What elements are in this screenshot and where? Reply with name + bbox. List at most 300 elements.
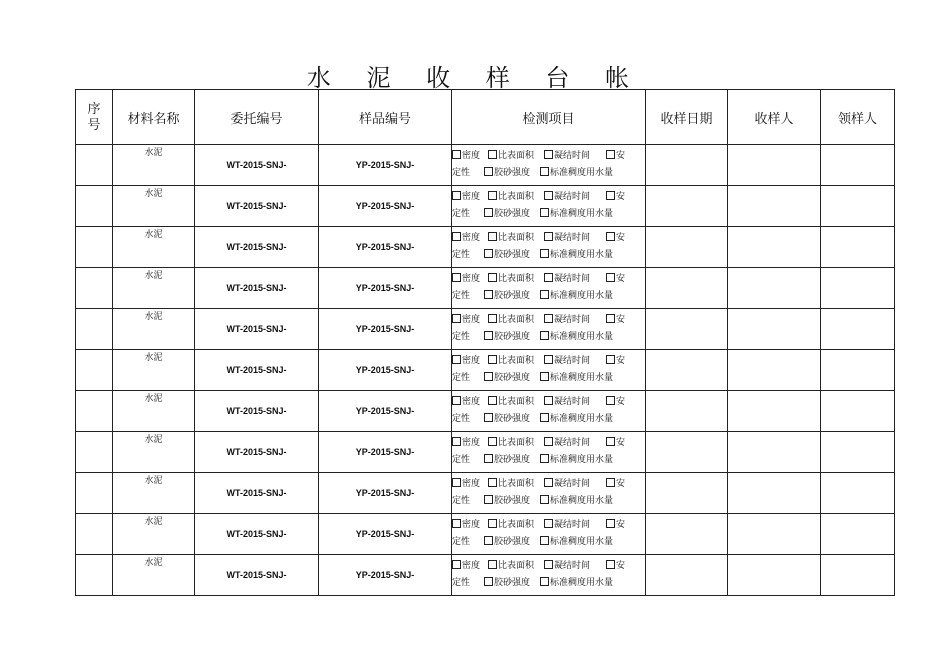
checkbox-specific-surface[interactable] <box>488 148 544 165</box>
receive-date-cell[interactable] <box>646 350 728 391</box>
checkbox-mortar-strength[interactable] <box>484 493 540 510</box>
test-items-cell <box>452 186 646 227</box>
collector-cell[interactable] <box>821 555 895 596</box>
checkbox-label: 标准稠度用水量 <box>550 209 614 219</box>
checkbox-label: 密度 <box>462 397 481 407</box>
collector-cell[interactable] <box>821 268 895 309</box>
checkbox-square-icon[interactable] <box>484 290 493 299</box>
test-items-line-2 <box>452 534 645 551</box>
checkbox-label: 标准稠度用水量 <box>550 496 614 506</box>
checkbox-square-icon[interactable] <box>488 273 497 282</box>
checkbox-square-icon[interactable] <box>540 372 549 381</box>
checkbox-mortar-strength[interactable] <box>484 534 540 551</box>
checkbox-specific-surface[interactable] <box>488 353 544 370</box>
checkbox-setting-time[interactable] <box>544 189 606 206</box>
checkbox-square-icon[interactable] <box>488 355 497 364</box>
material-cell: 水泥 <box>113 432 195 473</box>
checkbox-label: 密度 <box>462 315 481 325</box>
checkbox-soundness[interactable] <box>606 271 625 288</box>
checkbox-label: 胶砂强度 <box>494 250 531 260</box>
checkbox-specific-surface[interactable] <box>488 435 544 452</box>
checkbox-density[interactable] <box>452 148 488 165</box>
test-items-line-1 <box>452 148 645 165</box>
test-items-line-2 <box>452 452 645 469</box>
checkbox-square-icon[interactable] <box>488 150 497 159</box>
receive-date-cell[interactable] <box>646 514 728 555</box>
page-title: 水 泥 收 样 台 帐 <box>306 64 644 92</box>
checkbox-label: 安 <box>616 520 626 530</box>
checkbox-square-icon[interactable] <box>606 150 615 159</box>
checkbox-square-icon[interactable] <box>484 249 493 258</box>
checkbox-standard-consistency[interactable] <box>540 206 613 223</box>
checkbox-density[interactable] <box>452 189 488 206</box>
commission-no-cell[interactable]: WT-2015-SNJ- <box>195 514 319 555</box>
checkbox-square-icon[interactable] <box>540 577 549 586</box>
seq-cell[interactable] <box>76 227 113 268</box>
checkbox-label: 胶砂强度 <box>494 209 531 219</box>
checkbox-label: 胶砂强度 <box>494 332 531 342</box>
checkbox-square-icon[interactable] <box>488 519 497 528</box>
checkbox-square-icon[interactable] <box>544 191 553 200</box>
checkbox-label: 凝结时间 <box>554 356 591 366</box>
test-items-line-1 <box>452 353 645 370</box>
test-items-cell <box>452 514 646 555</box>
checkbox-mortar-strength[interactable] <box>484 206 540 223</box>
checkbox-square-icon[interactable] <box>484 413 493 422</box>
header-seq-line1: 序 <box>87 102 101 117</box>
sample-ledger-table <box>75 89 895 596</box>
soundness-label-continued: 定性 <box>452 209 471 219</box>
table-body <box>76 145 895 596</box>
checkbox-mortar-strength[interactable] <box>484 247 540 264</box>
checkbox-square-icon[interactable] <box>540 208 549 217</box>
checkbox-label: 胶砂强度 <box>494 414 531 424</box>
checkbox-label: 比表面积 <box>498 233 535 243</box>
checkbox-specific-surface[interactable] <box>488 517 544 534</box>
soundness-label-continued: 定性 <box>452 373 471 383</box>
test-items-line-2 <box>452 411 645 428</box>
receive-date-cell[interactable] <box>646 145 728 186</box>
table-row <box>76 555 895 596</box>
checkbox-label: 标准稠度用水量 <box>550 537 614 547</box>
test-items-line-1 <box>452 189 645 206</box>
receive-date-cell[interactable] <box>646 432 728 473</box>
checkbox-standard-consistency[interactable] <box>540 247 613 264</box>
checkbox-label: 密度 <box>462 561 481 571</box>
receive-date-cell[interactable] <box>646 391 728 432</box>
material-cell: 水泥 <box>113 514 195 555</box>
checkbox-square-icon[interactable] <box>452 478 461 487</box>
checkbox-square-icon[interactable] <box>540 536 549 545</box>
receive-date-cell[interactable] <box>646 555 728 596</box>
checkbox-square-icon[interactable] <box>540 413 549 422</box>
checkbox-mortar-strength[interactable] <box>484 329 540 346</box>
material-cell: 水泥 <box>113 309 195 350</box>
checkbox-label: 比表面积 <box>498 192 535 202</box>
checkbox-square-icon[interactable] <box>544 478 553 487</box>
checkbox-label: 比表面积 <box>498 315 535 325</box>
checkbox-square-icon[interactable] <box>606 478 615 487</box>
receive-date-cell[interactable] <box>646 186 728 227</box>
collector-cell[interactable] <box>821 432 895 473</box>
checkbox-square-icon[interactable] <box>452 232 461 241</box>
checkbox-label: 标准稠度用水量 <box>550 414 614 424</box>
checkbox-specific-surface[interactable] <box>488 312 544 329</box>
checkbox-density[interactable] <box>452 271 488 288</box>
checkbox-label: 标准稠度用水量 <box>550 291 614 301</box>
checkbox-specific-surface[interactable] <box>488 271 544 288</box>
table-row <box>76 227 895 268</box>
checkbox-density[interactable] <box>452 394 488 411</box>
soundness-label-continued: 定性 <box>452 168 471 178</box>
collector-cell[interactable] <box>821 227 895 268</box>
seq-cell[interactable] <box>76 514 113 555</box>
commission-no-cell[interactable]: WT-2015-SNJ- <box>195 186 319 227</box>
header-commission-no: 委托编号 <box>195 90 319 145</box>
checkbox-square-icon[interactable] <box>544 150 553 159</box>
checkbox-density[interactable] <box>452 435 488 452</box>
checkbox-standard-consistency[interactable] <box>540 329 613 346</box>
checkbox-mortar-strength[interactable] <box>484 370 540 387</box>
header-seq-line2: 号 <box>87 118 101 133</box>
checkbox-setting-time[interactable] <box>544 312 606 329</box>
receiver-cell[interactable] <box>728 145 821 186</box>
checkbox-square-icon[interactable] <box>540 495 549 504</box>
receive-date-cell[interactable] <box>646 473 728 514</box>
seq-cell[interactable] <box>76 309 113 350</box>
sample-no-cell[interactable]: YP-2015-SNJ- <box>319 268 452 309</box>
receiver-cell[interactable] <box>728 227 821 268</box>
collector-cell[interactable] <box>821 391 895 432</box>
test-items-cell <box>452 227 646 268</box>
collector-cell[interactable] <box>821 186 895 227</box>
collector-cell[interactable] <box>821 473 895 514</box>
checkbox-square-icon[interactable] <box>606 355 615 364</box>
checkbox-standard-consistency[interactable] <box>540 452 613 469</box>
checkbox-mortar-strength[interactable] <box>484 288 540 305</box>
checkbox-label: 密度 <box>462 233 481 243</box>
checkbox-standard-consistency[interactable] <box>540 370 613 387</box>
checkbox-label: 胶砂强度 <box>494 168 531 178</box>
checkbox-square-icon[interactable] <box>540 249 549 258</box>
sample-no-cell[interactable]: YP-2015-SNJ- <box>319 350 452 391</box>
commission-no-cell[interactable]: WT-2015-SNJ- <box>195 391 319 432</box>
checkbox-label: 胶砂强度 <box>494 373 531 383</box>
checkbox-standard-consistency[interactable] <box>540 411 613 428</box>
checkbox-square-icon[interactable] <box>606 519 615 528</box>
header-test-items: 检测项目 <box>452 90 646 145</box>
seq-cell[interactable] <box>76 145 113 186</box>
checkbox-soundness[interactable] <box>606 230 625 247</box>
table-row <box>76 391 895 432</box>
checkbox-soundness[interactable] <box>606 148 625 165</box>
collector-cell[interactable] <box>821 350 895 391</box>
checkbox-density[interactable] <box>452 558 488 575</box>
checkbox-setting-time[interactable] <box>544 353 606 370</box>
checkbox-square-icon[interactable] <box>606 396 615 405</box>
checkbox-square-icon[interactable] <box>540 454 549 463</box>
checkbox-square-icon[interactable] <box>484 167 493 176</box>
receiver-cell[interactable] <box>728 555 821 596</box>
seq-cell[interactable] <box>76 391 113 432</box>
table-row <box>76 473 895 514</box>
material-cell: 水泥 <box>113 145 195 186</box>
checkbox-setting-time[interactable] <box>544 230 606 247</box>
checkbox-label: 安 <box>616 438 626 448</box>
checkbox-soundness[interactable] <box>606 517 625 534</box>
checkbox-square-icon[interactable] <box>606 273 615 282</box>
sample-no-cell[interactable]: YP-2015-SNJ- <box>319 309 452 350</box>
sample-no-cell[interactable]: YP-2015-SNJ- <box>319 555 452 596</box>
seq-cell[interactable] <box>76 350 113 391</box>
material-cell: 水泥 <box>113 186 195 227</box>
checkbox-square-icon[interactable] <box>452 191 461 200</box>
seq-cell[interactable] <box>76 186 113 227</box>
checkbox-square-icon[interactable] <box>544 314 553 323</box>
test-items-line-1 <box>452 435 645 452</box>
checkbox-soundness[interactable] <box>606 435 625 452</box>
table-row <box>76 432 895 473</box>
sample-no-cell[interactable]: YP-2015-SNJ- <box>319 514 452 555</box>
checkbox-density[interactable] <box>452 353 488 370</box>
checkbox-mortar-strength[interactable] <box>484 411 540 428</box>
sample-no-cell[interactable]: YP-2015-SNJ- <box>319 432 452 473</box>
checkbox-label: 比表面积 <box>498 397 535 407</box>
checkbox-square-icon[interactable] <box>488 437 497 446</box>
test-items-line-2 <box>452 288 645 305</box>
sample-no-cell[interactable]: YP-2015-SNJ- <box>319 186 452 227</box>
checkbox-square-icon[interactable] <box>452 519 461 528</box>
checkbox-square-icon[interactable] <box>484 331 493 340</box>
checkbox-mortar-strength[interactable] <box>484 165 540 182</box>
test-items-cell <box>452 391 646 432</box>
commission-no-cell[interactable]: WT-2015-SNJ- <box>195 309 319 350</box>
checkbox-density[interactable] <box>452 312 488 329</box>
checkbox-label: 凝结时间 <box>554 561 591 571</box>
receiver-cell[interactable] <box>728 309 821 350</box>
checkbox-square-icon[interactable] <box>452 150 461 159</box>
checkbox-label: 胶砂强度 <box>494 455 531 465</box>
checkbox-setting-time[interactable] <box>544 517 606 534</box>
checkbox-specific-surface[interactable] <box>488 476 544 493</box>
checkbox-label: 标准稠度用水量 <box>550 373 614 383</box>
checkbox-density[interactable] <box>452 476 488 493</box>
receiver-cell[interactable] <box>728 268 821 309</box>
checkbox-square-icon[interactable] <box>544 273 553 282</box>
checkbox-density[interactable] <box>452 517 488 534</box>
commission-no-cell[interactable]: WT-2015-SNJ- <box>195 227 319 268</box>
test-items-line-1 <box>452 230 645 247</box>
checkbox-label: 密度 <box>462 438 481 448</box>
checkbox-square-icon[interactable] <box>488 478 497 487</box>
soundness-label-continued: 定性 <box>452 414 471 424</box>
checkbox-square-icon[interactable] <box>452 355 461 364</box>
checkbox-square-icon[interactable] <box>540 290 549 299</box>
checkbox-square-icon[interactable] <box>544 437 553 446</box>
checkbox-square-icon[interactable] <box>452 396 461 405</box>
checkbox-soundness[interactable] <box>606 189 625 206</box>
commission-no-cell[interactable]: WT-2015-SNJ- <box>195 350 319 391</box>
checkbox-square-icon[interactable] <box>544 396 553 405</box>
checkbox-label: 密度 <box>462 479 481 489</box>
table-row <box>76 186 895 227</box>
checkbox-label: 凝结时间 <box>554 151 591 161</box>
checkbox-square-icon[interactable] <box>488 232 497 241</box>
checkbox-square-icon[interactable] <box>488 191 497 200</box>
checkbox-standard-consistency[interactable] <box>540 165 613 182</box>
checkbox-specific-surface[interactable] <box>488 189 544 206</box>
checkbox-label: 安 <box>616 561 626 571</box>
checkbox-mortar-strength[interactable] <box>484 452 540 469</box>
commission-no-cell[interactable]: WT-2015-SNJ- <box>195 473 319 514</box>
test-items-line-2 <box>452 247 645 264</box>
checkbox-square-icon[interactable] <box>540 331 549 340</box>
checkbox-label: 比表面积 <box>498 151 535 161</box>
receiver-cell[interactable] <box>728 432 821 473</box>
material-cell: 水泥 <box>113 227 195 268</box>
collector-cell[interactable] <box>821 145 895 186</box>
checkbox-label: 凝结时间 <box>554 520 591 530</box>
checkbox-standard-consistency[interactable] <box>540 493 613 510</box>
seq-cell[interactable] <box>76 473 113 514</box>
commission-no-cell[interactable]: WT-2015-SNJ- <box>195 555 319 596</box>
checkbox-square-icon[interactable] <box>484 372 493 381</box>
checkbox-label: 密度 <box>462 274 481 284</box>
checkbox-label: 安 <box>616 356 626 366</box>
checkbox-specific-surface[interactable] <box>488 394 544 411</box>
checkbox-square-icon[interactable] <box>452 560 461 569</box>
checkbox-specific-surface[interactable] <box>488 558 544 575</box>
checkbox-setting-time[interactable] <box>544 271 606 288</box>
checkbox-square-icon[interactable] <box>544 560 553 569</box>
checkbox-label: 凝结时间 <box>554 479 591 489</box>
test-items-line-1 <box>452 476 645 493</box>
receiver-cell[interactable] <box>728 473 821 514</box>
checkbox-label: 标准稠度用水量 <box>550 250 614 260</box>
checkbox-setting-time[interactable] <box>544 558 606 575</box>
checkbox-label: 密度 <box>462 356 481 366</box>
checkbox-square-icon[interactable] <box>606 437 615 446</box>
checkbox-soundness[interactable] <box>606 558 625 575</box>
commission-no-cell[interactable]: WT-2015-SNJ- <box>195 432 319 473</box>
receiver-cell[interactable] <box>728 350 821 391</box>
checkbox-square-icon[interactable] <box>544 355 553 364</box>
receiver-cell[interactable] <box>728 391 821 432</box>
sample-no-cell[interactable]: YP-2015-SNJ- <box>319 145 452 186</box>
receiver-cell[interactable] <box>728 186 821 227</box>
checkbox-soundness[interactable] <box>606 394 625 411</box>
checkbox-soundness[interactable] <box>606 476 625 493</box>
checkbox-label: 胶砂强度 <box>494 537 531 547</box>
material-cell: 水泥 <box>113 350 195 391</box>
checkbox-square-icon[interactable] <box>606 560 615 569</box>
checkbox-square-icon[interactable] <box>484 495 493 504</box>
checkbox-square-icon[interactable] <box>452 314 461 323</box>
checkbox-square-icon[interactable] <box>488 314 497 323</box>
checkbox-label: 凝结时间 <box>554 192 591 202</box>
soundness-label-continued: 定性 <box>452 291 471 301</box>
sample-no-cell[interactable]: YP-2015-SNJ- <box>319 391 452 432</box>
checkbox-label: 凝结时间 <box>554 233 591 243</box>
seq-cell[interactable] <box>76 432 113 473</box>
checkbox-standard-consistency[interactable] <box>540 534 613 551</box>
checkbox-setting-time[interactable] <box>544 476 606 493</box>
checkbox-square-icon[interactable] <box>540 167 549 176</box>
checkbox-square-icon[interactable] <box>452 273 461 282</box>
table-header-row <box>76 90 895 145</box>
commission-no-cell[interactable]: WT-2015-SNJ- <box>195 145 319 186</box>
checkbox-square-icon[interactable] <box>606 232 615 241</box>
checkbox-setting-time[interactable] <box>544 148 606 165</box>
test-items-cell <box>452 473 646 514</box>
checkbox-square-icon[interactable] <box>452 437 461 446</box>
checkbox-soundness[interactable] <box>606 353 625 370</box>
test-items-cell <box>452 350 646 391</box>
checkbox-square-icon[interactable] <box>484 208 493 217</box>
checkbox-label: 比表面积 <box>498 274 535 284</box>
receive-date-cell[interactable] <box>646 309 728 350</box>
checkbox-mortar-strength[interactable] <box>484 575 540 592</box>
checkbox-standard-consistency[interactable] <box>540 288 613 305</box>
receive-date-cell[interactable] <box>646 268 728 309</box>
checkbox-label: 密度 <box>462 151 481 161</box>
checkbox-label: 密度 <box>462 192 481 202</box>
header-material: 材料名称 <box>113 90 195 145</box>
checkbox-square-icon[interactable] <box>606 314 615 323</box>
checkbox-square-icon[interactable] <box>488 560 497 569</box>
test-items-line-2 <box>452 575 645 592</box>
checkbox-label: 胶砂强度 <box>494 496 531 506</box>
receiver-cell[interactable] <box>728 514 821 555</box>
collector-cell[interactable] <box>821 309 895 350</box>
test-items-line-1 <box>452 271 645 288</box>
receive-date-cell[interactable] <box>646 227 728 268</box>
checkbox-square-icon[interactable] <box>484 536 493 545</box>
checkbox-specific-surface[interactable] <box>488 230 544 247</box>
checkbox-square-icon[interactable] <box>606 191 615 200</box>
seq-cell[interactable] <box>76 555 113 596</box>
checkbox-square-icon[interactable] <box>544 519 553 528</box>
test-items-line-2 <box>452 165 645 182</box>
table-row <box>76 309 895 350</box>
soundness-label-continued: 定性 <box>452 578 471 588</box>
material-cell: 水泥 <box>113 473 195 514</box>
test-items-line-1 <box>452 312 645 329</box>
checkbox-setting-time[interactable] <box>544 394 606 411</box>
header-receiver: 收样人 <box>728 90 821 145</box>
checkbox-square-icon[interactable] <box>484 454 493 463</box>
collector-cell[interactable] <box>821 514 895 555</box>
test-items-cell <box>452 432 646 473</box>
checkbox-label: 标准稠度用水量 <box>550 332 614 342</box>
checkbox-square-icon[interactable] <box>484 577 493 586</box>
checkbox-standard-consistency[interactable] <box>540 575 613 592</box>
checkbox-setting-time[interactable] <box>544 435 606 452</box>
checkbox-label: 安 <box>616 315 626 325</box>
checkbox-square-icon[interactable] <box>544 232 553 241</box>
sample-no-cell[interactable]: YP-2015-SNJ- <box>319 227 452 268</box>
checkbox-density[interactable] <box>452 230 488 247</box>
checkbox-label: 安 <box>616 192 626 202</box>
sample-no-cell[interactable]: YP-2015-SNJ- <box>319 473 452 514</box>
commission-no-cell[interactable]: WT-2015-SNJ- <box>195 268 319 309</box>
soundness-label-continued: 定性 <box>452 496 471 506</box>
seq-cell[interactable] <box>76 268 113 309</box>
test-items-cell <box>452 268 646 309</box>
checkbox-square-icon[interactable] <box>488 396 497 405</box>
soundness-label-continued: 定性 <box>452 332 471 342</box>
checkbox-soundness[interactable] <box>606 312 625 329</box>
